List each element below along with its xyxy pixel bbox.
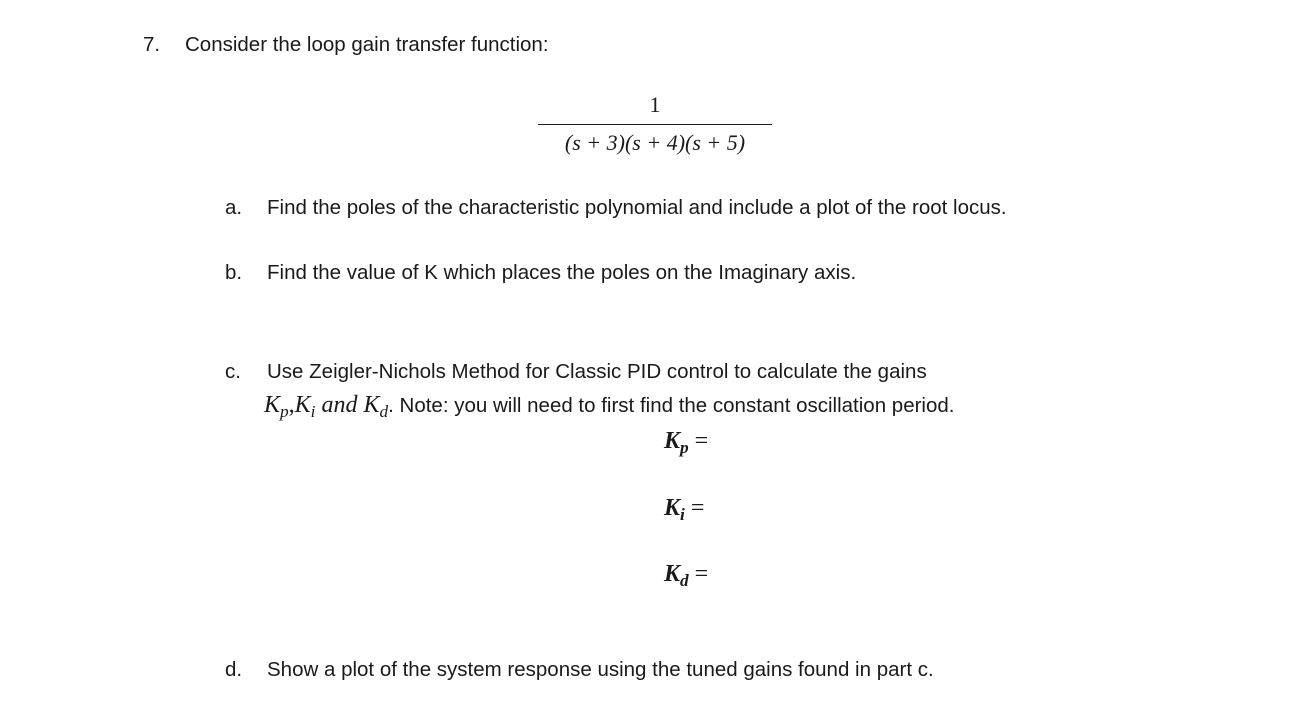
kp-eq-symbol: K <box>664 428 681 454</box>
fraction-denominator: (s + 3)(s + 4)(s + 5) <box>564 130 746 155</box>
ki-equation <box>664 495 704 522</box>
question-text: Consider the loop gain transfer function: <box>185 33 549 56</box>
kd-subscript: d <box>379 401 389 421</box>
part-b-text: Find the value of K which places the poles on the Imaginary axis. <box>267 261 857 284</box>
part-a-label: a. <box>225 196 243 219</box>
kp-equation <box>664 428 708 455</box>
ki-subscript: i <box>310 401 316 421</box>
kp-eq-subscript: p <box>680 437 689 457</box>
kp-subscript: p <box>280 401 289 421</box>
part-a-text: Find the poles of the characteristic polynomial and include a plot of the root locus. <box>267 196 1007 219</box>
part-c-label: c. <box>225 360 241 383</box>
kp-equals: = <box>694 428 709 454</box>
kd-equals: = <box>694 561 709 587</box>
ki-symbol: K <box>294 392 311 418</box>
part-d-label: d. <box>225 658 243 681</box>
kd-eq-subscript: d <box>680 570 689 590</box>
gain-symbols <box>264 392 389 421</box>
ki-eq-subscript: i <box>680 504 685 524</box>
part-b-label: b. <box>225 261 243 284</box>
transfer-function <box>538 90 772 158</box>
and-word: and <box>315 392 364 418</box>
part-c-line2 <box>264 392 954 419</box>
kd-eq-symbol: K <box>664 561 681 587</box>
part-d-text: Show a plot of the system response using the tuned gains found in part c. <box>267 658 934 681</box>
comma-separator: , <box>288 392 295 418</box>
kd-equation <box>664 561 708 588</box>
kd-symbol: K <box>363 392 380 418</box>
part-c-note: . Note: you will need to first find the constant oscillation period. <box>388 394 955 417</box>
ki-equals: = <box>690 495 705 521</box>
part-c-text: Use Zeigler-Nichols Method for Classic PID control to calculate the gains <box>267 360 927 383</box>
ki-eq-symbol: K <box>664 495 681 521</box>
fraction-numerator: 1 <box>649 92 661 117</box>
question-number: 7. <box>143 33 161 56</box>
fraction-bar <box>538 124 772 125</box>
kp-symbol: K <box>264 392 281 418</box>
